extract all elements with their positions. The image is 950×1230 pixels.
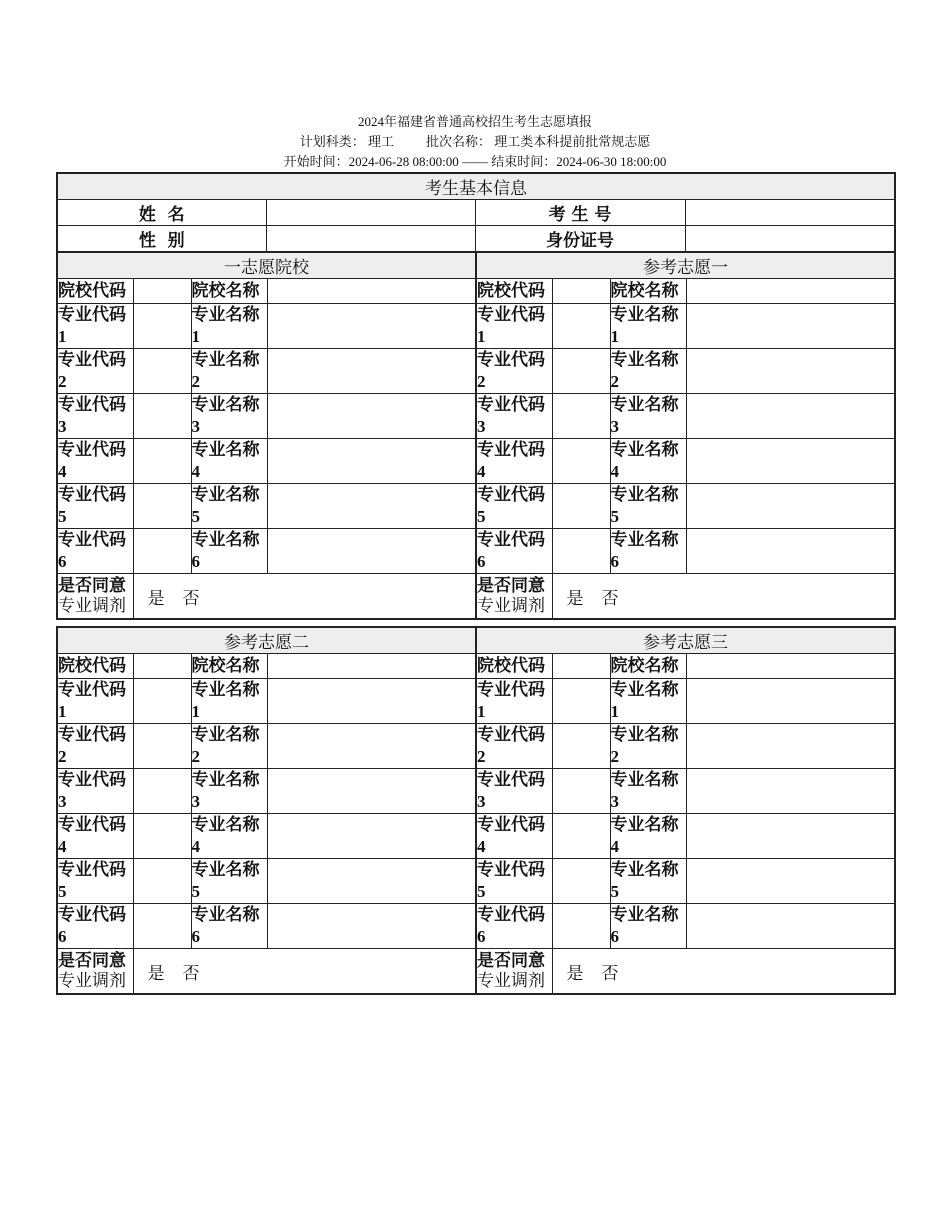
adjust-label: 是否同意 专业调剂 [476,949,552,995]
school-code-field[interactable] [133,654,191,679]
major-row [57,679,476,724]
major-row [57,394,476,439]
major-name-label: 专业名称 6 [191,529,267,574]
volunteer-block-title: 参考志愿三 [476,627,895,654]
gender-label: 性 别 [57,226,266,253]
major-name-label: 专业名称 4 [610,439,686,484]
major-row [57,814,476,859]
major-code-field[interactable] [552,349,610,394]
major-name-field[interactable] [267,439,476,484]
major-code-label: 专业代码 5 [476,859,552,904]
school-code-field[interactable] [552,279,610,304]
major-name-label: 专业名称 2 [610,349,686,394]
major-code-label: 专业代码 3 [57,769,133,814]
major-name-label: 专业名称 3 [610,394,686,439]
adjust-options [552,949,895,995]
major-row [476,769,895,814]
adjust-no-option[interactable]: 否 [182,963,200,984]
school-name-label: 院校名称 [191,279,267,304]
volunteer-block-1 [56,251,477,620]
major-name-label: 专业名称 2 [191,349,267,394]
adjust-yes-option[interactable]: 是 [566,963,584,984]
name-label: 姓 名 [57,200,266,226]
major-code-field[interactable] [552,724,610,769]
major-name-label: 专业名称 5 [191,859,267,904]
major-code-field[interactable] [552,769,610,814]
major-code-field[interactable] [133,814,191,859]
name-field[interactable] [266,200,475,226]
major-name-label: 专业名称 2 [191,724,267,769]
plan-type: 计划科类： 理工 [299,134,394,149]
school-code-field[interactable] [133,279,191,304]
major-code-label: 专业代码 2 [57,724,133,769]
major-code-field[interactable] [552,304,610,349]
volunteer-block-title: 参考志愿二 [57,627,476,654]
major-name-field[interactable] [267,304,476,349]
major-code-label: 专业代码 6 [476,904,552,949]
major-row [476,484,895,529]
major-name-field[interactable] [267,769,476,814]
major-code-field[interactable] [133,679,191,724]
major-name-label: 专业名称 4 [191,439,267,484]
major-name-label: 专业名称 3 [610,769,686,814]
major-name-label: 专业名称 4 [610,814,686,859]
major-name-field[interactable] [686,529,895,574]
adjust-options [133,949,476,995]
major-name-label: 专业名称 6 [610,904,686,949]
plan-batch-line [0,132,950,152]
major-name-label: 专业名称 5 [610,859,686,904]
adjust-options [552,574,895,620]
school-code-label: 院校代码 [476,279,552,304]
major-code-label: 专业代码 2 [476,349,552,394]
major-row [476,904,895,949]
exam-no-field[interactable] [685,200,895,226]
major-row [57,484,476,529]
major-name-field[interactable] [267,484,476,529]
major-name-label: 专业名称 6 [191,904,267,949]
major-code-field[interactable] [552,904,610,949]
major-code-label: 专业代码 5 [476,484,552,529]
gender-field[interactable] [266,226,475,253]
volunteer-block-title: 参考志愿一 [476,252,895,279]
major-code-label: 专业代码 4 [476,439,552,484]
major-name-field[interactable] [267,814,476,859]
adjust-label: 是否同意 专业调剂 [57,574,133,620]
school-code-label: 院校代码 [57,654,133,679]
major-row [57,724,476,769]
major-code-field[interactable] [552,814,610,859]
id-field[interactable] [685,226,895,253]
major-row [57,439,476,484]
volunteer-block-title: 一志愿院校 [57,252,476,279]
major-row [476,859,895,904]
major-name-field[interactable] [686,304,895,349]
major-name-field[interactable] [267,904,476,949]
major-row [57,304,476,349]
major-row [57,349,476,394]
major-code-field[interactable] [552,484,610,529]
major-name-label: 专业名称 1 [610,679,686,724]
major-name-label: 专业名称 4 [191,814,267,859]
id-label: 身份证号 [475,226,685,253]
major-code-label: 专业代码 4 [476,814,552,859]
major-name-field[interactable] [686,439,895,484]
major-name-field[interactable] [686,394,895,439]
major-name-field[interactable] [686,769,895,814]
volunteer-block-4 [475,626,896,995]
major-code-field[interactable] [552,394,610,439]
major-code-label: 专业代码 3 [57,394,133,439]
adjust-label: 是否同意 专业调剂 [476,574,552,620]
major-name-field[interactable] [686,904,895,949]
major-code-label: 专业代码 1 [57,304,133,349]
basic-info-title: 考生基本信息 [57,173,895,200]
volunteer-block-3 [56,626,477,995]
major-name-field[interactable] [686,679,895,724]
major-code-field[interactable] [133,439,191,484]
major-name-field[interactable] [686,814,895,859]
major-name-label: 专业名称 1 [191,304,267,349]
major-row [476,349,895,394]
major-code-field[interactable] [552,679,610,724]
major-row [476,394,895,439]
school-name-label: 院校名称 [610,654,686,679]
major-name-label: 专业名称 1 [191,679,267,724]
major-name-label: 专业名称 3 [191,769,267,814]
major-row [476,679,895,724]
major-row [476,529,895,574]
adjust-no-option[interactable]: 否 [601,963,619,984]
major-code-field[interactable] [133,859,191,904]
major-name-field[interactable] [686,724,895,769]
major-row [57,769,476,814]
major-code-field[interactable] [133,484,191,529]
major-code-label: 专业代码 2 [476,724,552,769]
major-code-field[interactable] [552,859,610,904]
major-row [57,904,476,949]
major-code-field[interactable] [133,349,191,394]
major-name-label: 专业名称 1 [610,304,686,349]
major-code-label: 专业代码 1 [476,304,552,349]
major-name-field[interactable] [267,529,476,574]
major-code-field[interactable] [133,724,191,769]
adjust-yes-option[interactable]: 是 [147,588,165,609]
school-name-field[interactable] [267,654,476,679]
major-row [476,304,895,349]
adjust-no-option[interactable]: 否 [601,588,619,609]
adjust-no-option[interactable]: 否 [182,588,200,609]
major-code-field[interactable] [133,394,191,439]
major-code-label: 专业代码 6 [476,529,552,574]
school-name-field[interactable] [686,654,895,679]
school-code-field[interactable] [552,654,610,679]
major-name-label: 专业名称 5 [610,484,686,529]
adjust-yes-option[interactable]: 是 [566,588,584,609]
form-title: 2024年福建省普通高校招生考生志愿填报 [357,114,592,129]
major-code-label: 专业代码 2 [57,349,133,394]
major-name-label: 专业名称 3 [191,394,267,439]
adjust-yes-option[interactable]: 是 [147,963,165,984]
adjust-label: 是否同意 专业调剂 [57,949,133,995]
major-row [476,724,895,769]
adjust-options [133,574,476,620]
major-name-field[interactable] [686,859,895,904]
major-row [57,859,476,904]
exam-no-label: 考 生 号 [475,200,685,226]
major-name-field[interactable] [267,679,476,724]
major-code-field[interactable] [133,769,191,814]
volunteer-block-2 [475,251,896,620]
time-range: 开始时间：2024-06-28 08:00:00 —— 结束时间：2024-06-30 18:00:00 [283,154,667,169]
major-row [476,439,895,484]
major-name-label: 专业名称 6 [610,529,686,574]
school-name-field[interactable] [686,279,895,304]
major-code-label: 专业代码 4 [57,814,133,859]
major-code-label: 专业代码 3 [476,394,552,439]
major-name-field[interactable] [686,484,895,529]
major-row [476,814,895,859]
major-code-label: 专业代码 5 [57,859,133,904]
major-code-label: 专业代码 3 [476,769,552,814]
school-code-label: 院校代码 [57,279,133,304]
school-code-label: 院校代码 [476,654,552,679]
major-name-field[interactable] [686,349,895,394]
major-name-field[interactable] [267,724,476,769]
basic-info-table [56,172,896,253]
major-name-field[interactable] [267,349,476,394]
major-name-field[interactable] [267,394,476,439]
major-name-field[interactable] [267,859,476,904]
school-name-label: 院校名称 [191,654,267,679]
school-name-label: 院校名称 [610,279,686,304]
major-code-label: 专业代码 6 [57,529,133,574]
major-name-label: 专业名称 2 [610,724,686,769]
major-code-label: 专业代码 1 [57,679,133,724]
major-code-field[interactable] [552,529,610,574]
major-code-label: 专业代码 5 [57,484,133,529]
school-name-field[interactable] [267,279,476,304]
major-code-label: 专业代码 4 [57,439,133,484]
major-code-label: 专业代码 6 [57,904,133,949]
batch-name: 批次名称： 理工类本科提前批常规志愿 [426,134,651,149]
major-name-label: 专业名称 5 [191,484,267,529]
major-code-label: 专业代码 1 [476,679,552,724]
major-code-field[interactable] [133,529,191,574]
major-code-field[interactable] [133,904,191,949]
major-code-field[interactable] [133,304,191,349]
major-code-field[interactable] [552,439,610,484]
major-row [57,529,476,574]
